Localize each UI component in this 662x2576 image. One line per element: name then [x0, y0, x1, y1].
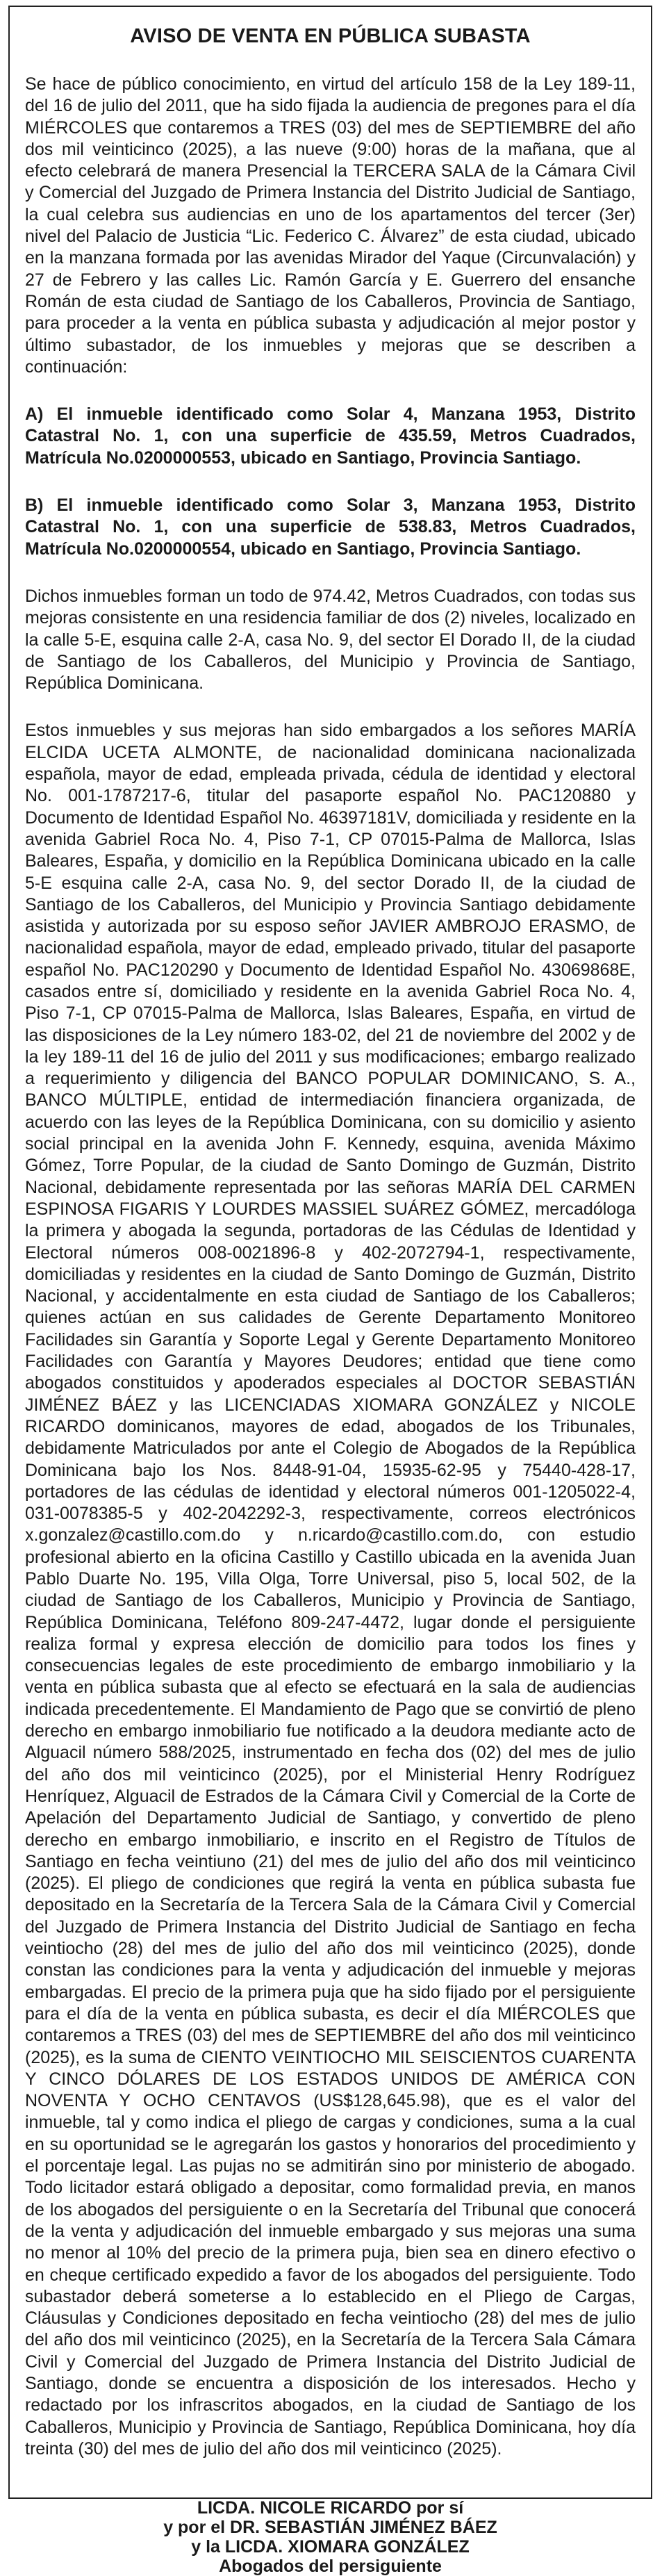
legal-notice: [8, 6, 652, 2576]
notice-title: AVISO DE VENTA EN PÚBLICA SUBASTA: [130, 25, 531, 47]
intro-paragraph: Se hace de público conocimiento, en virtud del artículo 158 de la Ley 189-11, del 16 de julio del 2011, que ha sido fijada la audiencia de pregones para el día MIÉRCOLES que contaremos a TRES (03) del mes de SEPTIEMBRE del año dos mil veinticinco (2025), a las nueve (9:00) horas de la mañana, que al efecto celebrará de manera Presencial la TERCERA SALA de la Cámara Civil y Comercial del Juzgado de Primera Instancia del Distrito Judicial de Santiago, la cual celebra sus audiencias en uno de los apartamentos del tercer (3er) nivel del Palacio de Justicia “Lic. Federico C. Álvarez” de esta ciudad, ubicado en la manzana formada por las avenidas Mirador del Yaque (Circunvalación) y 27 de Febrero y las calles Lic. Ramón García y E. Guerrero del ensanche Román de esta ciudad de Santiago de los Caballeros, Provincia de Santiago, para proceder a la venta en pública subasta y adjudicación al mejor postor y último subastador, de los inmuebles y mejoras que se describen a continuación:: [25, 74, 636, 377]
description-paragraph: Dichos inmuebles forman un todo de 974.42, Metros Cuadrados, con todas sus mejoras consistente en una residencia familiar de dos (2) niveles, localizado en la calle 5-E, esquina calle 2-A, casa No. 9, del sector El Dorado II, de la ciudad de Santiago de los Caballeros, del Municipio y Provincia de Santiago, República Dominicana.: [25, 586, 636, 694]
signature-line-4: Abogados del persiguiente: [219, 2557, 442, 2576]
signature-line-1: LICDA. NICOLE RICARDO por sí: [197, 2498, 464, 2518]
signature-block: [25, 2498, 636, 2576]
property-a-paragraph: A) El inmueble identificado como Solar 4, Manzana 1953, Distrito Catastral No. 1, con una superficie de 435.59, Metros Cuadrados, Matrícula No.0200000553, ubicado en Santiago, Provincia Santiago.: [25, 404, 636, 468]
body-paragraph: Estos inmuebles y sus mejoras han sido embargados a los señores MARÍA ELCIDA UCETA ALMONTE, de nacionalidad dominicana nacionalizada española, mayor de edad, empleada privada, cédula de identidad y electoral No. 001-1787217-6, titular del pasaporte español No. PAC120880 y Documento de Identidad Español No. 46397181V, domiciliada y residente en la avenida Gabriel Roca No. 4, Piso 7-1, CP 07015-Palma de Mallorca, Islas Baleares, España, y domicilio en la República Dominicana ubicado en la calle 5-E esquina calle 2-A, casa No. 9, del sector Dorado II, de la ciudad de Santiago de los Caballeros, del Municipio y Provincia Santiago debidamente asistida y autorizada por su esposo señor JAVIER AMBROJO ERASMO, de nacionalidad española, mayor de edad, empleado privado, titular del pasaporte español No. PAC120290 y Documento de Identidad Español No. 43069868E, casados entre sí, domiciliado y residente en la avenida Gabriel Roca No. 4, Piso 7-1, CP 07015-Palma de Mallorca, Islas Baleares, España, en virtud de las disposiciones de la Ley número 183-02, del 21 de noviembre del 2002 y de la ley 189-11 del 16 de julio del 2011 y sus modificaciones; embargo realizado a requerimiento y diligencia del BANCO POPULAR DOMINICANO, S. A., BANCO MÚLTIPLE, entidad de intermediación financiera organizada, de acuerdo con las leyes de la República Dominicana, con su domicilio y asiento social principal en la avenida John F. Kennedy, esquina, avenida Máximo Gómez, Torre Popular, de la ciudad de Santo Domingo de Guzmán, Distrito Nacional, debidamente representada por las señoras MARÍA DEL CARMEN ESPINOSA FIGARIS Y LOURDES MASSIEL SUÁREZ GÓMEZ, mercadóloga la primera y abogada la segunda, portadoras de las Cédulas de Identidad y Electoral números 008-0021896-8 y 402-2072794-1, respectivamente, domiciliadas y residentes en la ciudad de Santo Domingo de Guzmán, Distrito Nacional, y accidentalmente en esta ciudad de Santiago de los Caballeros; quienes actúan en sus calidades de Gerente Departamento Monitoreo Facilidades sin Garantía y Soporte Legal y Gerente Departamento Monitoreo Facilidades con Garantía y Mayores Deudores; entidad que tiene como abogados constituidos y apoderados especiales al DOCTOR SEBASTIÁN JIMÉNEZ BÁEZ y las LICENCIADAS XIOMARA GONZÁLEZ y NICOLE RICARDO dominicanos, mayores de edad, abogados de los Tribunales, debidamente Matriculados por ante el Colegio de Abogados de la República Dominicana bajo los Nos. 8448-91-04, 15935-62-95 y 75440-428-17, portadores de las cédulas de identidad y electoral números 001-1205022-4, 031-0078385-5 y 402-2042292-3, respectivamente, correos electrónicos x.gonzalez@castillo.com.do y n.ricardo@castillo.com.do, con estudio profesional abierto en la oficina Castillo y Castillo ubicada en la avenida Juan Pablo Duarte No. 195, Villa Olga, Torre Universal, piso 5, local 502, de la ciudad de Santiago de los Caballeros, Municipio y Provincia de Santiago, República Dominicana, Teléfono 809-247-4472, lugar donde el persiguiente realiza formal y expresa elección de domicilio para todos los fines y consecuencias legales de este procedimiento de embargo inmobiliario y la venta en pública subasta que al efecto se efectuará en la sala de audiencias indicada precedentemente. El Mandamiento de Pago que se convirtió de pleno derecho en embargo inmobiliario fue notificado a la deudora mediante acto de Alguacil número 588/2025, instrumentado en fecha dos (02) del mes de julio del año dos mil veinticinco (2025), por el Ministerial Henry Rodríguez Henríquez, Alguacil de Estrados de la Cámara Civil y Comercial de la Corte de Apelación del Departamento Judicial de Santiago, y convertido de pleno derecho en embargo inmobiliario, e inscrito en el Registro de Títulos de Santiago en fecha veintiuno (21) del mes de julio del año dos mil veinticinco (2025). El pliego de condiciones que regirá la venta en pública subasta fue depositado en la Secretaría de la Tercera Sala de la Cámara Civil y Comercial del Juzgado de Primera Instancia del Distrito Judicial de Santiago en fecha veintiocho (28) del mes de julio del año dos mil veinticinco (2025), donde constan las condiciones para la venta y adjudicación del inmueble y mejoras embargadas. El precio de la primera puja que ha sido fijado por el persiguiente para el día de la venta en pública subasta, es decir el día MIÉRCOLES que contaremos a TRES (03) del mes de SEPTIEMBRE del año dos mil veinticinco (2025), es la suma de CIENTO VEINTIOCHO MIL SEISCIENTOS CUARENTA Y CINCO DÓLARES DE LOS ESTADOS UNIDOS DE AMÉRICA CON NOVENTA Y OCHO CENTAVOS (US$128,645.98), que es el valor del inmueble, tal y como indica el pliego de cargas y condiciones, suma a la cual en su oportunidad se le agregarán los gastos y honorarios del procedimiento y el porcentaje legal. Las pujas no se admitirán sino por ministerio de abogado. Todo licitador estará obligado a depositar, como formalidad previa, en manos de los abogados del persiguiente o en la Secretaría del Tribunal que conocerá de la venta y adjudicación del inmueble embargado y sus mejoras una suma no menor al 10% del precio de la primera puja, bien sea en dinero efectivo o en cheque certificado expedido a favor de los abogados del persiguiente. Todo subastador deberá someterse a lo establecido en el Pliego de Cargas, Cláusulas y Condiciones depositado en fecha veintiocho (28) del mes de julio del año dos mil veinticinco (2025), en la Secretaría de la Tercera Sala Cámara Civil y Comercial del Juzgado de Primera Instancia del Distrito Judicial de Santiago, donde se encuentra a disposición de los interesados. Hecho y redactado por los infrascritos abogados, en la ciudad de Santiago de los Caballeros, Municipio y Provincia de Santiago, República Dominicana, hoy día treinta (30) del mes de julio del año dos mil veinticinco (2025).: [25, 721, 636, 2459]
property-b-paragraph: B) El inmueble identificado como Solar 3, Manzana 1953, Distrito Catastral No. 1, con una superficie de 538.83, Metros Cuadrados, Matrícula No.0200000554, ubicado en Santiago, Provincia Santiago.: [25, 495, 636, 559]
signature-line-3: y la LICDA. XIOMARA GONZÁLEZ: [191, 2537, 470, 2557]
signature-line-2: y por el DR. SEBASTIÁN JIMÉNEZ BÁEZ: [163, 2518, 497, 2538]
